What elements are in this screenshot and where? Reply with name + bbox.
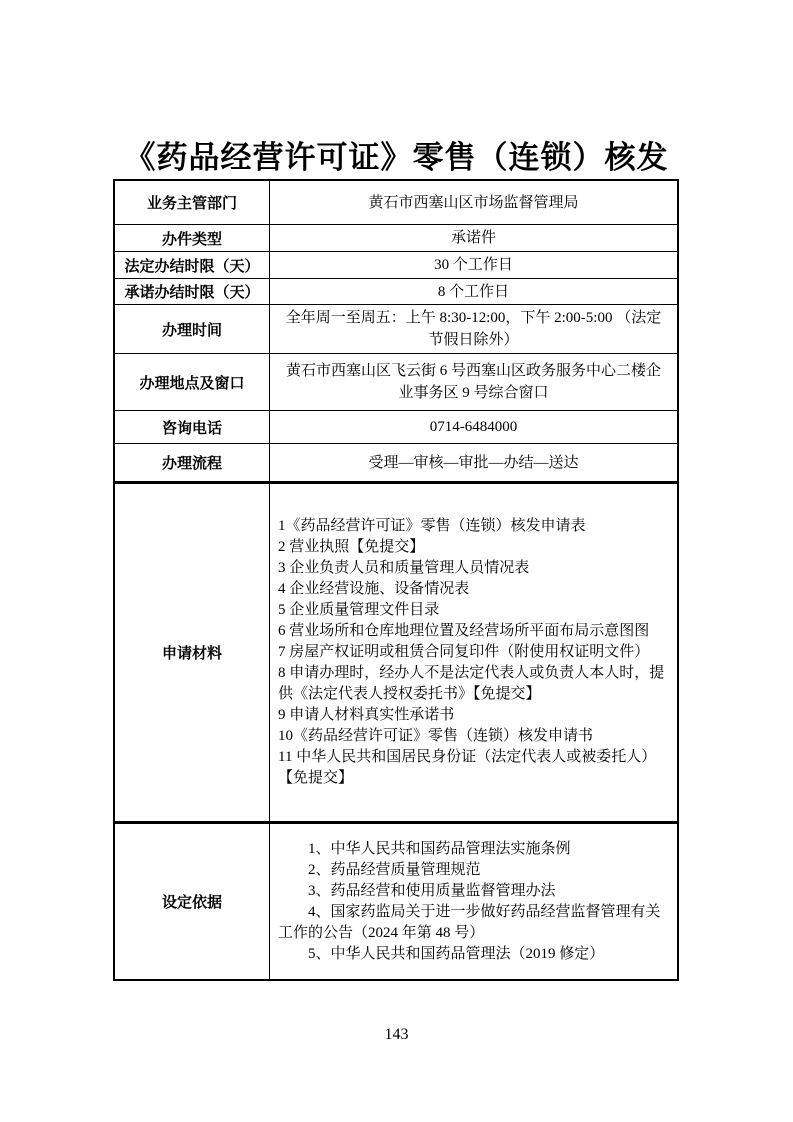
table-row — [115, 305, 677, 354]
row-label-department: 业务主管部门 — [115, 181, 270, 224]
list-item: 1《药品经营许可证》零售（连锁）核发申请表 — [278, 518, 586, 534]
row-value-phone: 0714-6484000 — [429, 419, 518, 435]
list-item: 2、药品经营质量管理规范 — [308, 861, 481, 878]
table-row — [115, 225, 677, 252]
table-row — [115, 444, 677, 484]
row-value-legal-time-limit: 30 个工作日 — [434, 257, 513, 273]
list-item: 4 企业经营设施、设备情况表 — [278, 581, 470, 597]
page-number: 143 — [384, 1026, 409, 1043]
row-label-application-materials: 申请材料 — [115, 484, 270, 821]
list-item: 5 企业质量管理文件目录 — [278, 602, 440, 618]
row-label-setting-basis: 设定依据 — [115, 824, 270, 979]
row-label-phone: 咨询电话 — [115, 411, 270, 443]
page-title: 《药品经营许可证》零售（连锁）核发 — [124, 140, 669, 175]
list-item: 10《药品经营许可证》零售（连锁）核发申请书 — [278, 728, 594, 744]
row-value-promised-time-limit: 8 个工作日 — [437, 283, 510, 300]
row-value-item-type: 承诺件 — [450, 230, 496, 246]
row-label-office-hours: 办理时间 — [115, 305, 270, 353]
row-label-promised-time-limit: 承诺办结时限（天） — [115, 279, 270, 304]
list-item: 4、国家药监局关于进一步做好药品经营监督管理有关工作的公告（2024 年第 48 号） — [278, 903, 661, 941]
row-label-item-type: 办件类型 — [115, 225, 270, 251]
list-item: 3、药品经营和使用质量监督管理办法 — [308, 882, 556, 899]
list-item: 9 申请人材料真实性承诺书 — [278, 707, 455, 723]
list-item: 3 企业负责人员和质量管理人员情况表 — [278, 560, 530, 576]
list-item: 8 申请办理时，经办人不是法定代表人或负责人本人时，提供《法定代表人授权委托书》【免提交】 — [278, 665, 665, 702]
list-item: 1、中华人民共和国药品管理法实施条例 — [308, 840, 571, 857]
table-row — [115, 252, 677, 279]
table-row-setting-basis — [115, 824, 677, 979]
row-value-office-hours: 全年周一至周五：上午 8:30-12:00，下午 2:00-5:00 （法定节假日除外） — [285, 310, 662, 348]
table-row — [115, 181, 677, 225]
table-row — [115, 279, 677, 305]
row-value-location-window: 黄石市西塞山区飞云街 6 号西塞山区政务服务中心二楼企业事务区 9 号综合窗口 — [285, 363, 661, 401]
row-value-process: 受理—审核—审批—办结—送达 — [368, 454, 579, 471]
table-row — [115, 354, 677, 411]
row-value-setting-basis — [270, 824, 677, 979]
row-label-process: 办理流程 — [115, 444, 270, 481]
row-value-department: 黄石市西塞山区市场监督管理局 — [368, 194, 579, 211]
row-value-application-materials — [270, 484, 677, 821]
list-item: 2 营业执照【免提交】 — [278, 539, 425, 555]
row-label-legal-time-limit: 法定办结时限（天） — [115, 252, 270, 278]
list-item: 11 中华人民共和国居民身份证（法定代表人或被委托人）【免提交】 — [278, 749, 657, 786]
table-row-application-materials — [115, 484, 677, 824]
list-item: 6 营业场所和仓库地理位置及经营场所平面布局示意图图 — [278, 623, 650, 639]
list-item: 7 房屋产权证明或租赁合同复印件（附使用权证明文件） — [278, 644, 650, 660]
service-info-table — [113, 179, 679, 981]
list-item: 5、中华人民共和国药品管理法（2019 修定） — [308, 945, 605, 962]
row-label-location-window: 办理地点及窗口 — [115, 354, 270, 410]
table-row — [115, 411, 677, 444]
